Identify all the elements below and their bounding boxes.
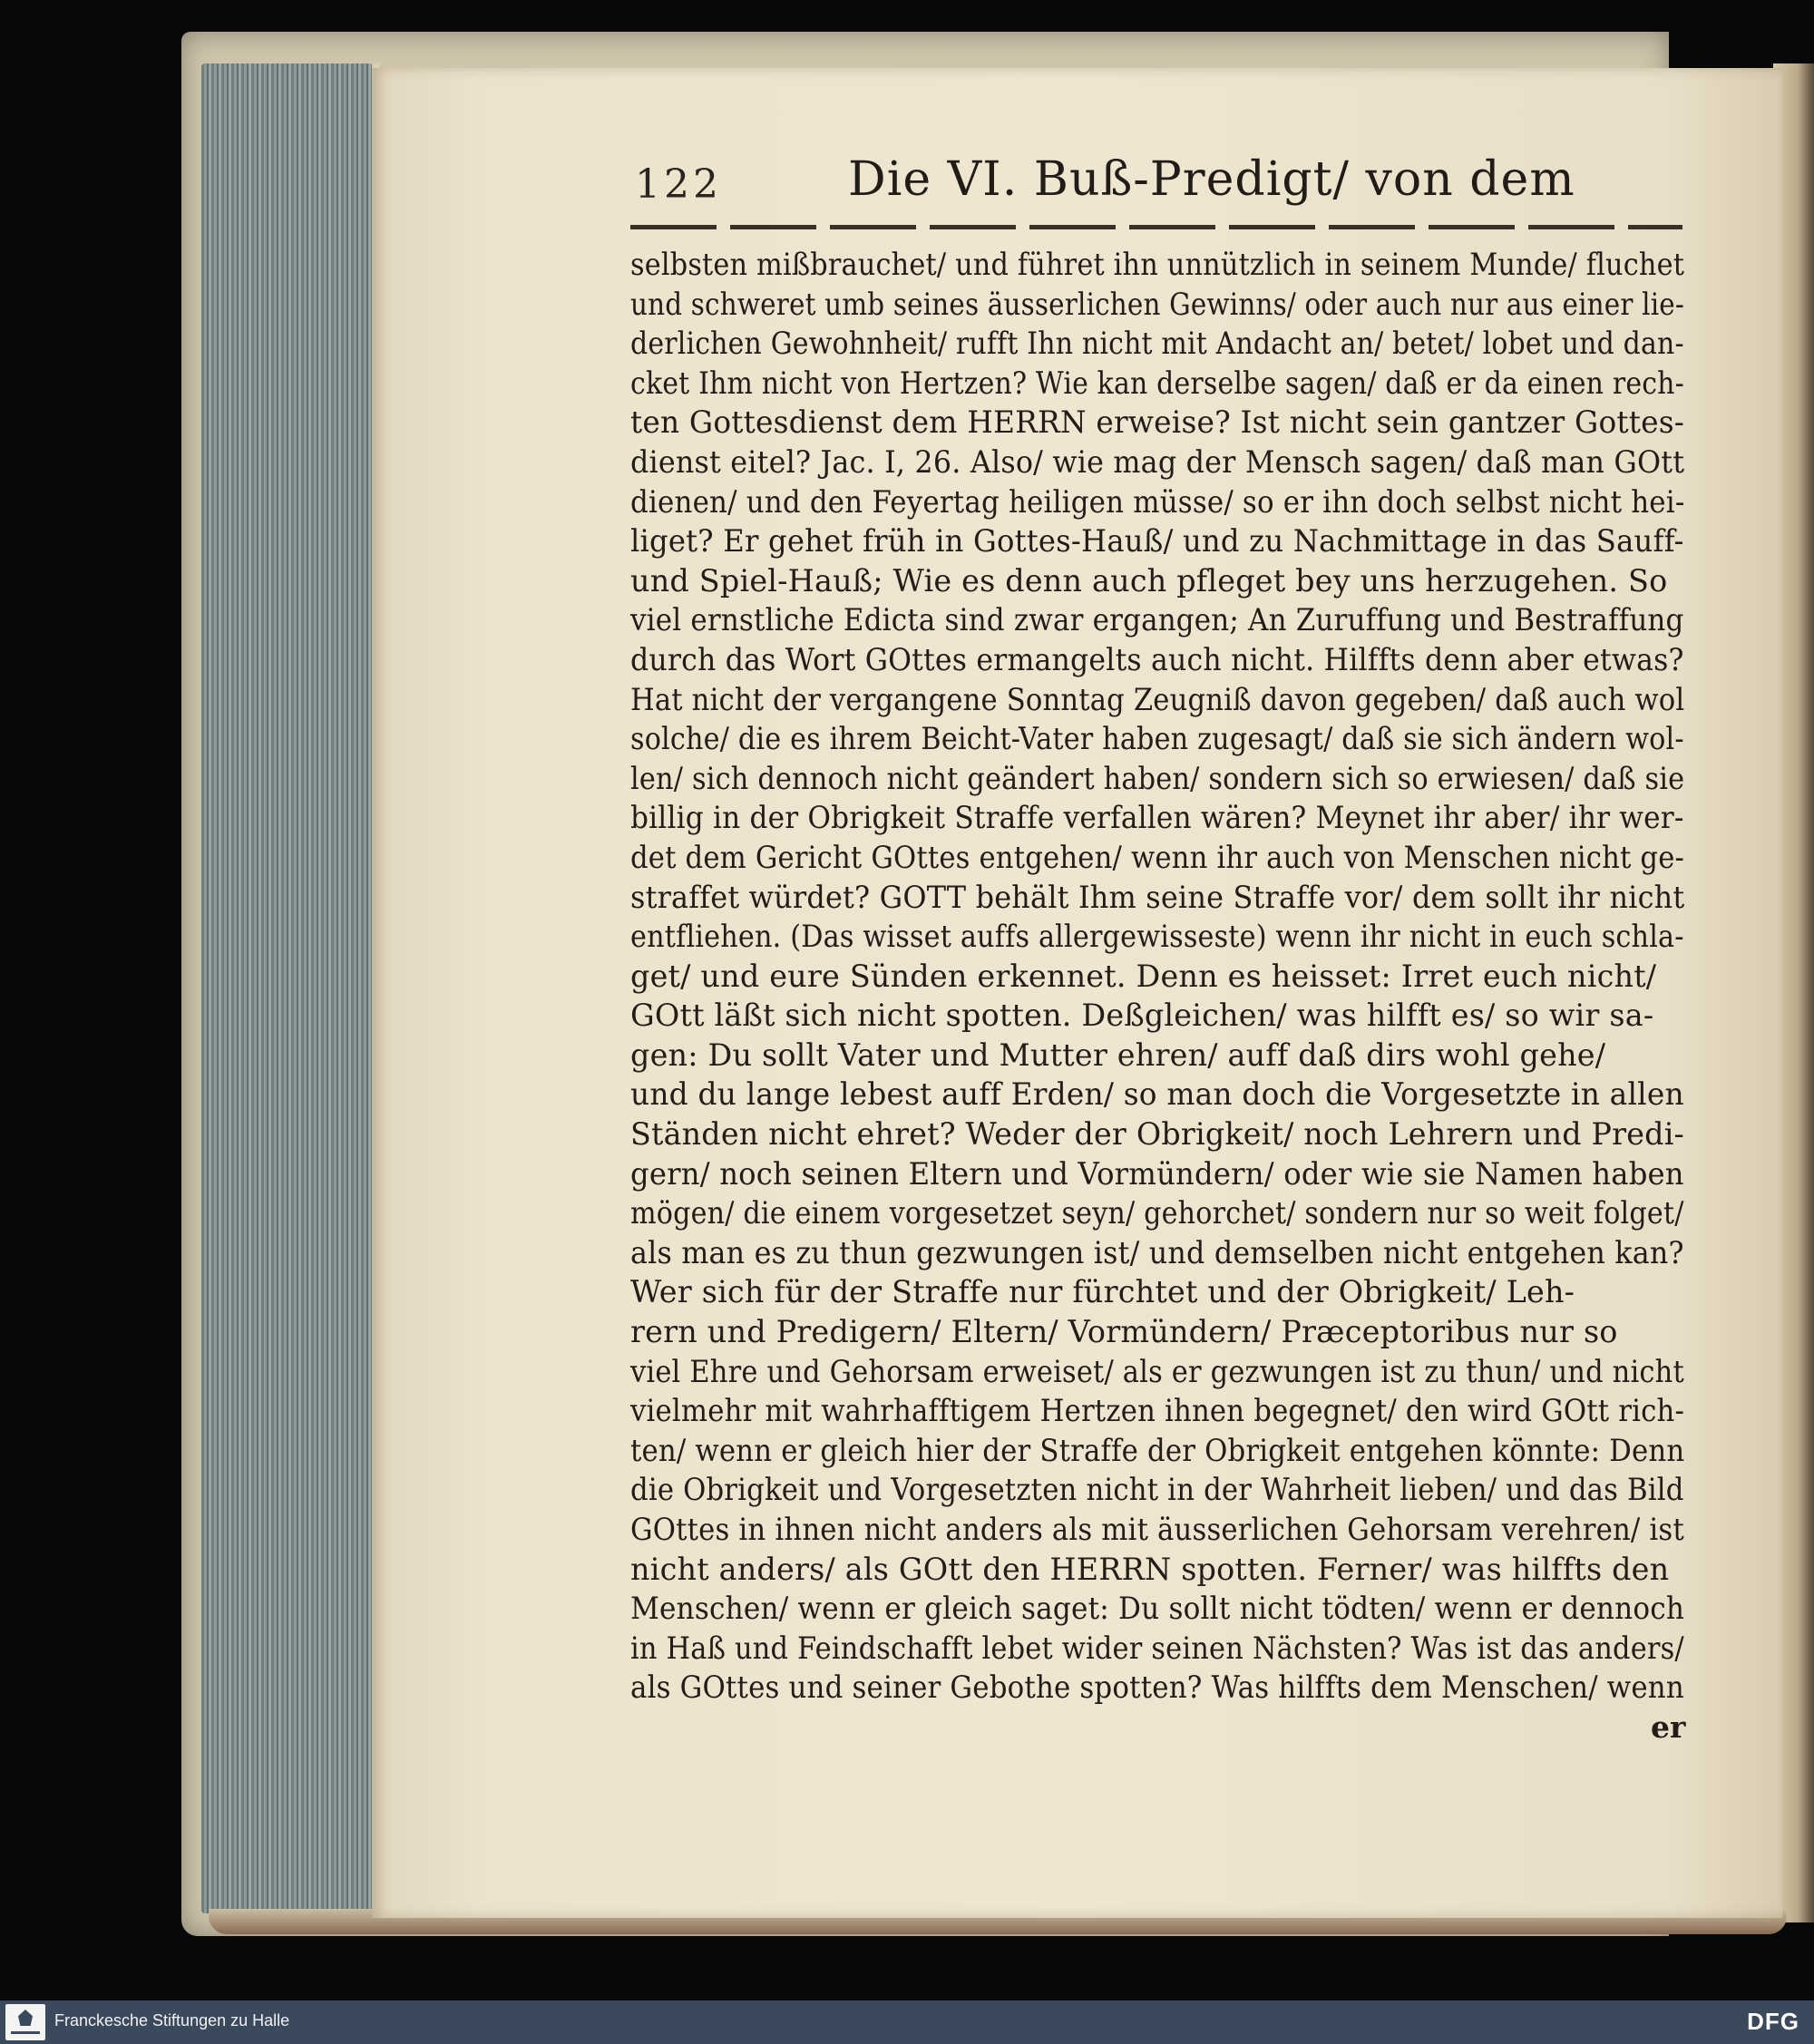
page-number: 122 <box>635 161 722 208</box>
text-line: in Haß und Feindschafft lebet wider seinen Nächsten? Was ist das anders/ <box>630 1630 1684 1666</box>
text-line: rern und Predigern/ Eltern/ Vormündern/ Præceptoribus nur so <box>630 1314 1618 1350</box>
text-line: solche/ die es ihrem Beicht-Vater haben zugesagt/ daß sie sich ändern wol- <box>630 721 1684 757</box>
text-line: viel ernstliche Edicta sind zwar ergangen; An Zuruffung und Bestraffung <box>630 602 1684 638</box>
text-line: liget? Er gehet früh in Gottes-Hauß/ und zu Nachmittage in das Sauff- <box>630 523 1684 560</box>
text-line: straffet würdet? GOTT behält Ihm seine Straffe vor/ dem sollt ihr nicht <box>630 879 1685 915</box>
text-line: als man es zu thun gezwungen ist/ und demselben nicht entgehen kan? <box>630 1234 1684 1270</box>
text-line: als GOttes und seiner Gebothe spotten? Was hilffts dem Menschen/ wenn <box>630 1669 1684 1706</box>
text-line: billig in der Obrigkeit Straffe verfallen wären? Meynet ihr aber/ ihr wer- <box>630 800 1684 836</box>
text-line: len/ sich dennoch nicht geändert haben/ sondern sich so erwiesen/ daß sie <box>630 760 1685 796</box>
text-line: Wer sich für der Straffe nur fürchtet und der Obrigkeit/ Leh- <box>630 1274 1575 1310</box>
left-page-stack <box>201 63 374 1913</box>
text-line: und Spiel-Hauß; Wie es denn auch pfleget bey uns herzugehen. So <box>630 562 1668 599</box>
text-line: und schweret umb seines äusserlichen Gewinns/ oder auch nur aus einer lie- <box>630 286 1685 322</box>
text-line: und du lange lebest auff Erden/ so man doch die Vorgesetzte in allen <box>630 1076 1684 1113</box>
text-line: Menschen/ wenn er gleich saget: Du sollt nicht tödten/ wenn er dennoch <box>630 1591 1685 1627</box>
text-line: det dem Gericht GOttes entgehen/ wenn ihr auch von Menschen nicht ge- <box>630 839 1685 875</box>
catchword: er <box>1651 1709 1686 1745</box>
text-line: gen: Du sollt Vater und Mutter ehren/ auff daß dirs wohl gehe/ <box>630 1037 1606 1073</box>
text-line: entfliehen. (Das wisset auffs allergewisseste) wenn ihr nicht in euch schla- <box>630 919 1684 955</box>
text-line: GOtt läßt sich nicht spotten. Deßgleichen/ was hilfft es/ so wir sa- <box>630 998 1654 1034</box>
text-line: die Obrigkeit und Vorgesetzten nicht in der Wahrheit lieben/ und das Bild <box>630 1472 1684 1508</box>
text-line: selbsten mißbrauchet/ und führet ihn unnützlich in seinem Munde/ fluchet <box>630 247 1685 282</box>
francke-foundation-logo-icon <box>5 2004 45 2040</box>
text-line: Hat nicht der vergangene Sonntag Zeugniß davon gegeben/ daß auch wol <box>630 681 1685 717</box>
header-rule <box>630 225 1682 229</box>
text-line: Ständen nicht ehret? Weder der Obrigkeit/ noch Lehrern und Predi- <box>630 1116 1684 1153</box>
text-line: viel Ehre und Gehorsam erweiset/ als er gezwungen ist zu thun/ und nicht <box>630 1353 1684 1389</box>
text-line: mögen/ die einem vorgesetzet seyn/ gehorchet/ sondern nur so weit folget/ <box>630 1195 1684 1231</box>
text-line: dienst eitel? Jac. I, 26. Also/ wie mag der Mensch sagen/ daß man GOtt <box>630 443 1685 480</box>
text-line: derlichen Gewohnheit/ rufft Ihn nicht mit Andacht an/ betet/ lobet und dan- <box>630 326 1684 362</box>
text-line: nicht anders/ als GOtt den HERRN spotten. Ferner/ was hilffts den <box>630 1551 1670 1587</box>
body-text <box>630 245 1684 1708</box>
text-line: durch das Wort GOttes ermangelts auch nicht. Hilffts denn aber etwas? <box>630 641 1684 677</box>
text-line: dienen/ und den Feyertag heiligen müsse/ so er ihn doch selbst nicht hei- <box>630 483 1685 520</box>
institution-name[interactable]: Franckesche Stiftungen zu Halle <box>54 2011 290 2029</box>
viewer-footer <box>0 2000 1814 2044</box>
text-line: GOttes in ihnen nicht anders als mit äusserlichen Gehorsam verehren/ ist <box>630 1512 1684 1547</box>
text-line: get/ und eure Sünden erkennet. Denn es heisset: Irret euch nicht/ <box>630 958 1657 994</box>
text-line: ten Gottesdienst dem HERRN erweise? Ist nicht sein gantzer Gottes- <box>630 404 1685 441</box>
running-head: Die VI. Buß-Predigt/ von dem <box>848 152 1575 207</box>
text-line: cket Ihm nicht von Hertzen? Wie kan derselbe sagen/ daß er da einen rech- <box>630 365 1684 401</box>
text-line: vielmehr mit wahrhafftigem Hertzen ihnen begegnet/ den wird GOtt rich- <box>630 1393 1685 1429</box>
dfg-logo[interactable]: DFG <box>1747 2008 1799 2035</box>
text-line: gern/ noch seinen Eltern und Vormündern/ oder wie sie Namen haben <box>630 1155 1684 1192</box>
text-line: ten/ wenn er gleich hier der Straffe der Obrigkeit entgehen könnte: Denn <box>630 1432 1685 1468</box>
